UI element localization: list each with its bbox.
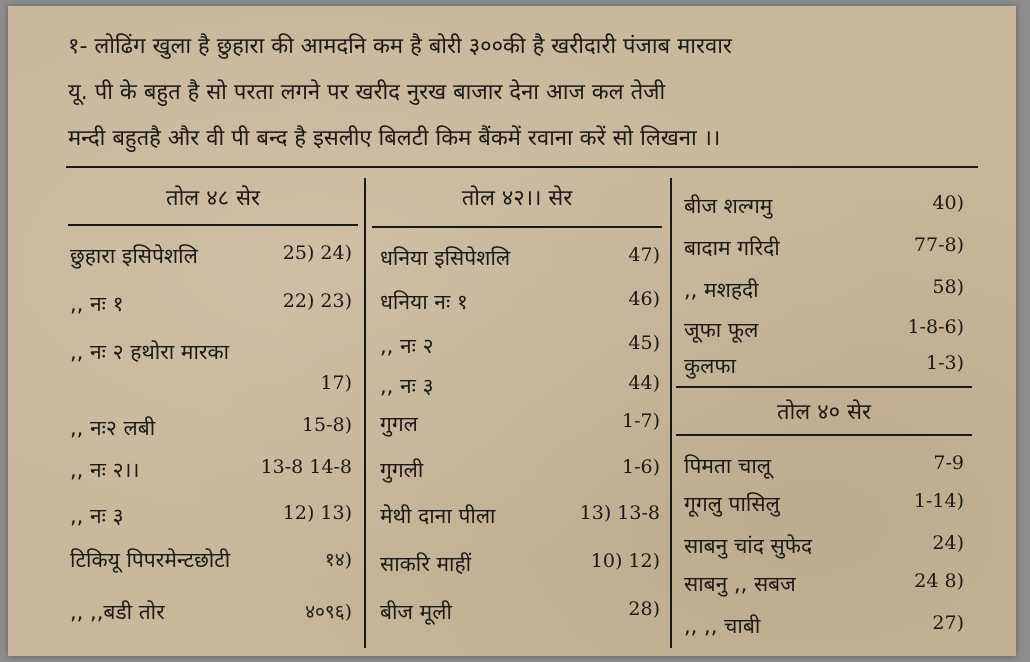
list-item bbox=[70, 598, 352, 628]
list-item bbox=[684, 612, 964, 642]
item-price: 1-8-6) bbox=[907, 316, 964, 338]
item-price: 44) bbox=[628, 372, 660, 394]
item-name: बीज शल्गमु bbox=[684, 194, 773, 218]
list-item bbox=[70, 414, 352, 444]
item-name: मेथी दाना पीला bbox=[380, 504, 496, 528]
item-name: ,, नः२ लबी bbox=[70, 416, 156, 440]
item-name: ,, ,,बडी तोर bbox=[70, 600, 165, 624]
list-item bbox=[70, 338, 352, 368]
list-item bbox=[380, 288, 660, 318]
item-price: 7-9 bbox=[933, 452, 964, 474]
item-price: 40) bbox=[932, 192, 964, 214]
item-name: पिमता चालू bbox=[684, 454, 772, 478]
item-name: साकरि माहीं bbox=[380, 552, 472, 576]
item-price: १४) bbox=[324, 549, 352, 571]
col1-heading-rule bbox=[68, 224, 358, 226]
item-price: 1-7) bbox=[621, 410, 660, 432]
item-name: टिकियू पिपरमेन्टछोटी bbox=[70, 548, 231, 572]
item-price: 24) bbox=[932, 532, 964, 554]
item-price: 46) bbox=[628, 288, 660, 310]
item-name: गुगल bbox=[380, 412, 418, 436]
list-item bbox=[684, 276, 964, 306]
item-name: ,, नः २।। bbox=[70, 458, 140, 482]
col3-section-rule-top bbox=[676, 386, 972, 388]
item-name: बीज मूली bbox=[380, 600, 452, 624]
list-item bbox=[684, 452, 964, 482]
item-price: 15-8) bbox=[301, 414, 352, 436]
item-name: धनिया इसिपेशलि bbox=[380, 246, 511, 270]
item-price: 58) bbox=[932, 276, 964, 298]
list-item bbox=[684, 192, 964, 222]
list-item bbox=[380, 244, 660, 274]
list-item bbox=[70, 290, 352, 320]
item-price: 12) 13) bbox=[282, 502, 352, 524]
item-name: ,, नः १ bbox=[70, 292, 124, 316]
item-name: ,, नः २ bbox=[380, 334, 434, 358]
list-item bbox=[684, 316, 964, 346]
item-name: ,, नः ३ bbox=[70, 504, 124, 528]
list-item bbox=[380, 372, 660, 402]
header-line-2: यू. पी के बहुत है सो परता लगने पर खरीद नुरख बाजार देना आज कल तेजी bbox=[68, 80, 666, 105]
item-name: साबनु चांद सुफेद bbox=[684, 534, 813, 558]
list-item bbox=[684, 490, 964, 520]
item-name: कुलफा bbox=[684, 354, 736, 378]
list-item bbox=[380, 410, 660, 440]
list-item bbox=[70, 242, 352, 272]
item-price: 22) 23) bbox=[282, 290, 352, 312]
list-item bbox=[70, 546, 352, 576]
col3-section-rule-bottom bbox=[676, 434, 972, 436]
list-item bbox=[70, 456, 352, 486]
header-line-3: मन्दी बहुतहै और वी पी बन्द है इसलीए बिलटी किम बैंकमें रवाना करें सो लिखना ।। bbox=[68, 126, 721, 151]
column-divider-2 bbox=[670, 178, 672, 648]
item-price: 28) bbox=[628, 598, 660, 620]
list-item bbox=[684, 352, 964, 382]
col3-bottom-heading: तोल ४० सेर bbox=[777, 400, 871, 425]
list-item bbox=[380, 456, 660, 486]
item-price: 25) 24) bbox=[282, 242, 352, 264]
list-item bbox=[684, 532, 964, 562]
item-name: गुगली bbox=[380, 458, 424, 482]
column-divider-1 bbox=[364, 178, 366, 648]
list-item bbox=[380, 550, 660, 580]
header-divider bbox=[66, 166, 978, 168]
item-price: 1-6) bbox=[621, 456, 660, 478]
item-price: 47) bbox=[628, 244, 660, 266]
item-price: 24 8) bbox=[914, 570, 964, 592]
item-name: ,, मशहदी bbox=[684, 278, 759, 302]
item-price: 13) 13-8 bbox=[579, 502, 660, 524]
item-name: ,, ,, चाबी bbox=[684, 614, 761, 638]
list-item bbox=[380, 598, 660, 628]
price-postcard bbox=[8, 6, 1016, 656]
item-price: ४०९६) bbox=[305, 601, 352, 623]
item-price: 77-8) bbox=[913, 234, 964, 256]
item-price: 10) 12) bbox=[590, 550, 660, 572]
list-item bbox=[70, 372, 352, 402]
item-name: साबनु ,, सबज bbox=[684, 572, 796, 596]
item-price: 1-14) bbox=[913, 490, 964, 512]
list-item bbox=[684, 570, 964, 600]
item-price: 1-3) bbox=[925, 352, 964, 374]
item-price: 17) bbox=[320, 372, 352, 394]
list-item bbox=[380, 332, 660, 362]
item-name: ,, नः २ हथोरा मारका bbox=[70, 340, 230, 364]
col2-heading: तोल ४२।। सेर bbox=[461, 186, 573, 211]
col2-heading-rule bbox=[372, 226, 662, 228]
list-item bbox=[684, 234, 964, 264]
list-item bbox=[70, 502, 352, 532]
item-price: 45) bbox=[628, 332, 660, 354]
item-price: 27) bbox=[932, 612, 964, 634]
item-name: ,, नः ३ bbox=[380, 374, 434, 398]
col1-heading: तोल ४८ सेर bbox=[166, 186, 260, 211]
item-name: गूगलु पासिलु bbox=[684, 492, 780, 516]
item-name: बादाम गरिदी bbox=[684, 236, 780, 260]
item-price: 13-8 14-8 bbox=[260, 456, 352, 478]
item-name: धनिया नः १ bbox=[380, 290, 468, 314]
item-name: जूफा फूल bbox=[684, 318, 759, 342]
list-item bbox=[380, 502, 660, 532]
header-line-1: १- लोढिंग खुला है छुहारा की आमदनि कम है बोरी ३००की है खरीदारी पंजाब मारवार bbox=[68, 34, 732, 59]
item-name: छुहारा इसिपेशलि bbox=[70, 244, 198, 268]
